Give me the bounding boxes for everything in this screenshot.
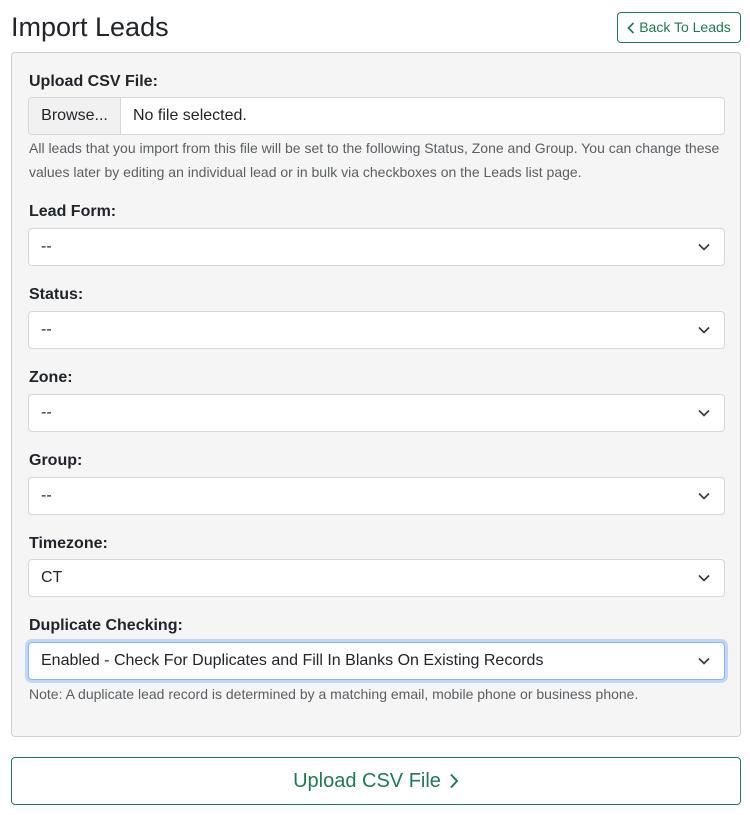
duplicate-note: Note: A duplicate lead record is determined by a matching email, mobile phone or business phone.: [29, 686, 639, 702]
chevron-down-icon: [698, 408, 710, 418]
back-to-leads-label: Back To Leads: [639, 19, 731, 35]
import-help-text: All leads that you import from this file will be set to the following Status, Zone and Group. You can change these values later by editing an individual lead or in bulk via checkboxes on the Leads list page.: [29, 140, 720, 180]
zone-label: Zone:: [29, 369, 73, 386]
group-select[interactable]: [28, 477, 725, 515]
duplicate-checking-value: Enabled - Check For Duplicates and Fill In Blanks On Existing Records: [41, 652, 544, 669]
page-title: Import Leads: [11, 12, 169, 42]
chevron-down-icon: [698, 491, 710, 501]
chevron-right-icon: [449, 773, 459, 789]
upload-csv-label: Upload CSV File:: [29, 73, 158, 90]
status-label: Status:: [29, 286, 84, 303]
upload-csv-button[interactable]: [11, 757, 741, 805]
timezone-value: CT: [41, 569, 63, 586]
chevron-down-icon: [698, 573, 710, 583]
timezone-label: Timezone:: [29, 535, 108, 552]
duplicate-checking-select[interactable]: [28, 642, 725, 680]
status-select[interactable]: [28, 311, 725, 349]
import-form-card: [11, 52, 741, 737]
lead-form-label: Lead Form:: [29, 203, 117, 220]
file-name-text: No file selected.: [133, 107, 247, 124]
chevron-down-icon: [698, 325, 710, 335]
group-value: --: [41, 487, 52, 504]
status-value: --: [41, 321, 52, 338]
duplicate-checking-label: Duplicate Checking:: [29, 617, 183, 634]
group-label: Group:: [29, 452, 83, 469]
chevron-down-icon: [698, 242, 710, 252]
back-to-leads-button[interactable]: [617, 12, 741, 43]
chevron-left-icon: [627, 22, 635, 34]
lead-form-value: --: [41, 238, 52, 255]
upload-csv-button-label: Upload CSV File: [293, 770, 441, 792]
csv-file-input[interactable]: [28, 97, 725, 135]
browse-button[interactable]: Browse...: [29, 98, 121, 134]
zone-value: --: [41, 404, 52, 421]
timezone-select[interactable]: [28, 559, 725, 597]
zone-select[interactable]: [28, 394, 725, 432]
chevron-down-icon: [698, 656, 710, 666]
lead-form-select[interactable]: [28, 228, 725, 266]
